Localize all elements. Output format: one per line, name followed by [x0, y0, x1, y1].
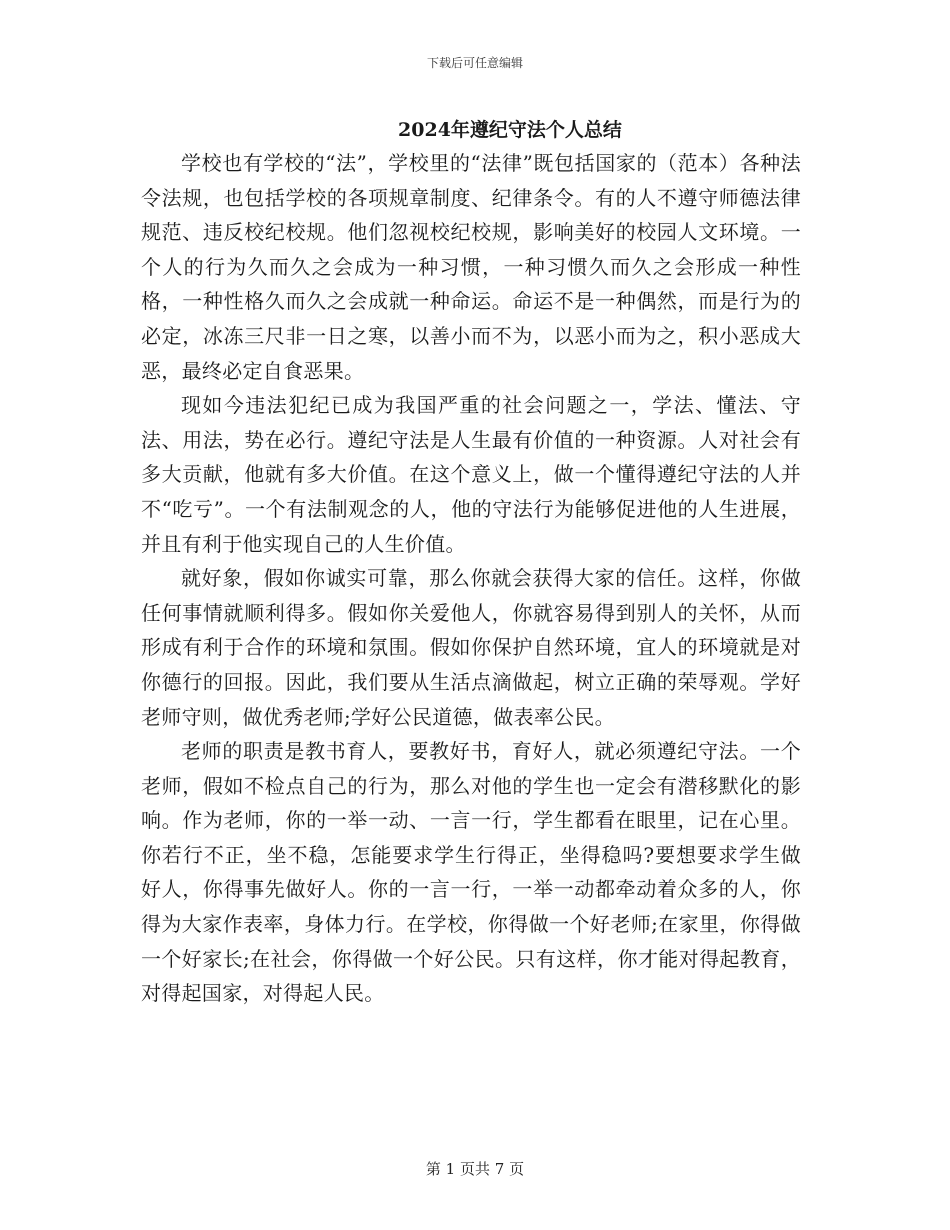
header-note: 下载后可任意编辑: [426, 56, 523, 70]
document-title: 2024年遵纪守法个人总结: [398, 119, 622, 141]
document-body: [141, 146, 801, 1011]
paragraph-1: 学校也有学校的“法”，学校里的“法律”既包括国家的（范本）各种法令法规，也包括学校的各项规章制度、纪律条令。有的人不遵守师德法律规范、违反校纪校规。他们忽视校纪校规，影响美好的校园人文环境。一个人的行为久而久之会成为一种习惯，一种习惯久而久之会形成一种性格，一种性格久而久之会成就一种命运。命运不是一种偶然，而是行为的必定，冰冻三尺非一日之寒，以善小而不为，以恶小而为之，积小恶成大恶，最终必定自食恶果。: [141, 151, 801, 383]
paragraph-4: 老师的职责是教书育人，要教好书，育好人，就必须遵纪守法。一个老师，假如不检点自己的行为，那么对他的学生也一定会有潜移默化的影响。作为老师，你的一举一动、一言一行，学生都看在眼里，记在心里。你若行不正，坐不稳，怎能要求学生行得正，坐得稳吗?要想要求学生做好人，你得事先做好人。你的一言一行，一举一动都牵动着众多的人，你得为大家作表率，身体力行。在学校，你得做一个好老师;在家里，你得做一个好家长;在社会，你得做一个好公民。只有这样，你才能对得起教育，对得起国家，对得起人民。: [141, 739, 801, 1006]
page-footer: 第 1 页共 7 页: [425, 1160, 525, 1178]
paragraph-3: 就好象，假如你诚实可靠，那么你就会获得大家的信任。这样，你做任何事情就顺利得多。假如你关爱他人，你就容易得到别人的关怀，从而形成有利于合作的环境和氛围。假如你保护自然环境，宜人的环境就是对你德行的回报。因此，我们要从生活点滴做起，树立正确的荣辱观。学好老师守则，做优秀老师;学好公民道德，做表率公民。: [141, 566, 801, 729]
paragraph-2: 现如今违法犯纪已成为我国严重的社会问题之一，学法、懂法、守法、用法，势在必行。遵纪守法是人生最有价值的一种资源。人对社会有多大贡献，他就有多大价值。在这个意义上，做一个懂得遵纪守法的人并不“吃亏”。一个有法制观念的人，他的守法行为能够促进他的人生进展，并且有利于他实现自己的人生价值。: [141, 393, 801, 556]
